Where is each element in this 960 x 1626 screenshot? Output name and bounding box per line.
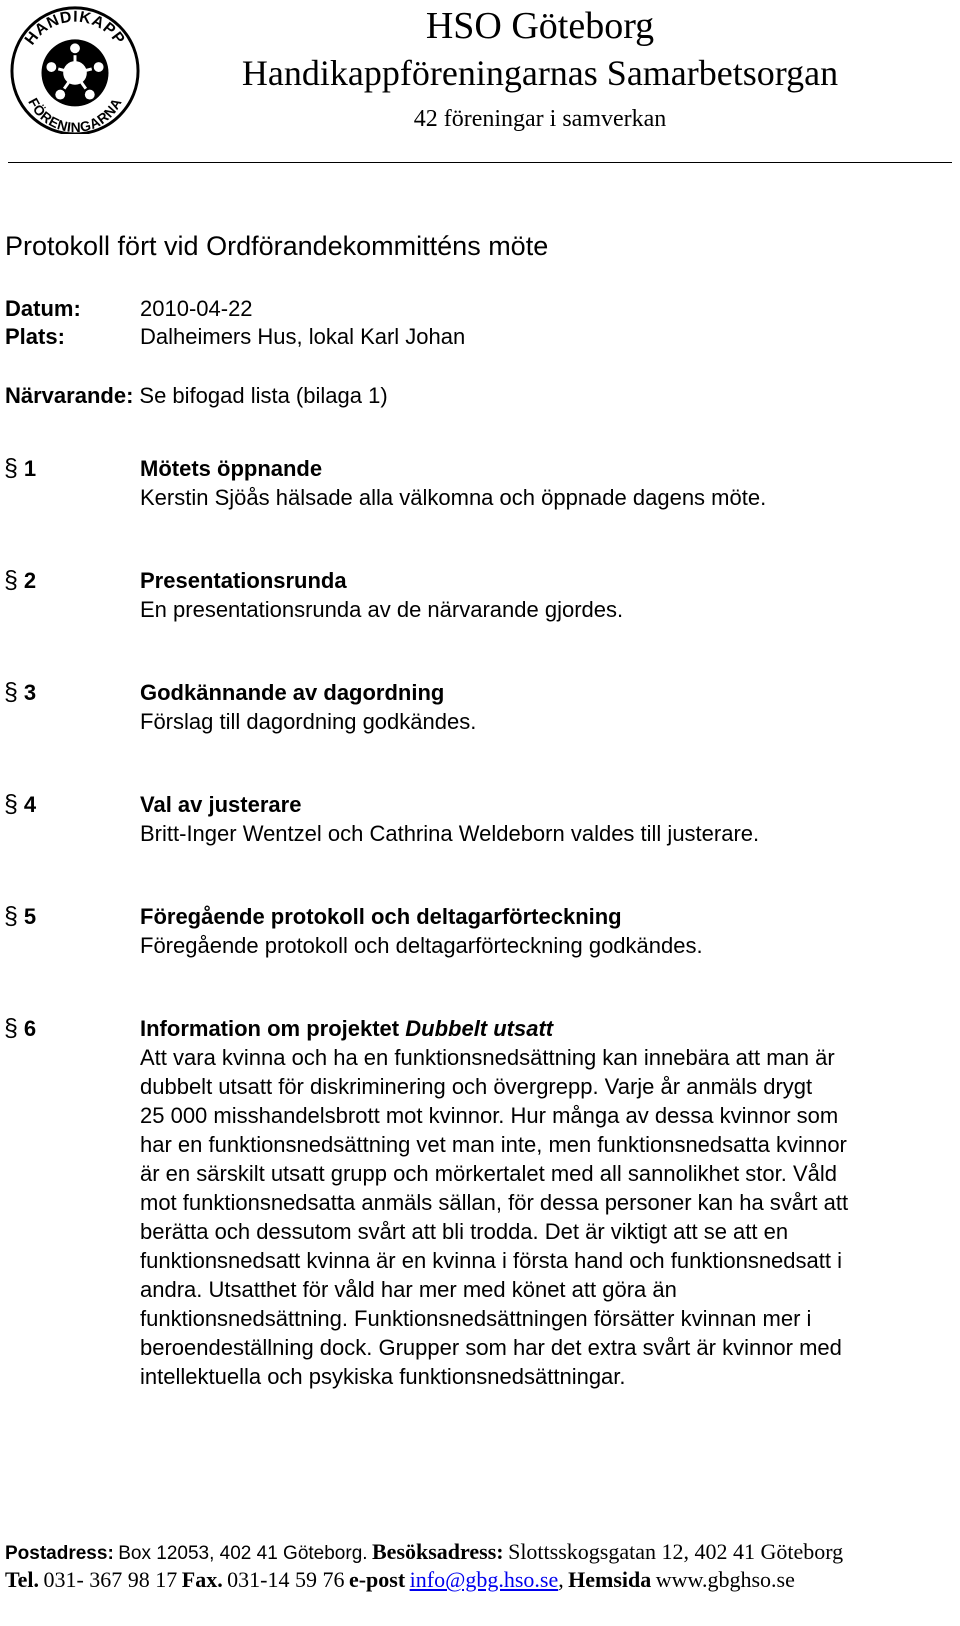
section-number: 1 xyxy=(23,456,37,481)
section-marker xyxy=(4,902,36,931)
document-title: Protokoll fört vid Ordförandekommitténs möte xyxy=(5,231,549,261)
section-marker xyxy=(4,790,36,819)
tel-label: Tel. xyxy=(5,1567,40,1592)
section-marker xyxy=(4,566,36,595)
section-text: Föregående protokoll och deltagarförteckning godkändes. xyxy=(140,933,703,958)
paragraph-sign-icon: § xyxy=(4,566,18,594)
meta-plats-label: Plats: xyxy=(5,324,65,349)
meta-narvarande-label: Närvarande: xyxy=(5,383,134,408)
section-title: Mötets öppnande xyxy=(140,456,323,481)
text-line: funktionsnedsatt kvinna är en kvinna i första hand och funktionsnedsatt i xyxy=(140,1248,842,1273)
besoksadress-value: Slottsskogsgatan 12, 402 41 Göteborg xyxy=(508,1539,844,1564)
epost-label: e-post xyxy=(348,1567,406,1592)
hso-logo xyxy=(6,2,144,134)
paragraph-sign-icon: § xyxy=(4,790,18,818)
email-link[interactable]: info@gbg.hso.se xyxy=(409,1567,559,1592)
text-line: är en särskilt utsatt grupp och mörkertalet med all sannolikhet stor. Våld xyxy=(140,1161,838,1186)
section-text: En presentationsrunda av de närvarande gjordes. xyxy=(140,597,624,622)
section-marker xyxy=(4,678,36,707)
hemsida-label: Hemsida xyxy=(568,1567,652,1592)
section-text: Förslag till dagordning godkändes. xyxy=(140,709,477,734)
text-line: 25 000 misshandelsbrott mot kvinnor. Hur många av dessa kvinnor som xyxy=(140,1103,839,1128)
meta-datum-label: Datum: xyxy=(5,296,81,321)
meta-narvarande-value: Se bifogad lista (bilaga 1) xyxy=(139,383,388,408)
text-line: Att vara kvinna och ha en funktionsnedsättning kan innebära att man är xyxy=(140,1045,835,1070)
section-title: Föregående protokoll och deltagarförteckning xyxy=(140,904,622,929)
tel-value: 031- 367 98 17 xyxy=(43,1567,178,1592)
org-city-name: HSO Göteborg xyxy=(425,5,655,47)
section-number: 2 xyxy=(23,568,37,593)
project-name: Dubbelt utsatt xyxy=(405,1016,554,1041)
fax-value: 031-14 59 76 xyxy=(227,1567,345,1592)
paragraph-sign-icon: § xyxy=(4,678,18,706)
meta-datum xyxy=(5,295,253,323)
meta-plats-value: Dalheimers Hus, lokal Karl Johan xyxy=(140,324,466,349)
section-number: 4 xyxy=(23,792,37,817)
section-title xyxy=(140,1014,940,1043)
section-text: Kerstin Sjöås hälsade alla välkomna och öppnade dagens möte. xyxy=(140,485,767,510)
meta-plats xyxy=(5,323,466,351)
section-title: Presentationsrunda xyxy=(140,568,347,593)
section-title: Godkännande av dagordning xyxy=(140,680,445,705)
section-number: 6 xyxy=(23,1016,37,1041)
fax-label: Fax. xyxy=(181,1567,223,1592)
logo-ring-bottom: FÖRENINGARNA xyxy=(25,95,125,134)
section-marker xyxy=(4,454,36,483)
text-line: funktionsnedsättning. Funktionsnedsättningen försätter kvinnan mer i xyxy=(140,1306,812,1331)
text-line: andra. Utsatthet för våld har mer med könet att göra än xyxy=(140,1277,677,1302)
meta-narvarande xyxy=(5,382,388,410)
org-full-name: Handikappföreningarnas Samarbetsorgan xyxy=(241,53,839,93)
paragraph-sign-icon: § xyxy=(4,454,18,482)
text-line: har en funktionsnedsättning vet man inte, men funktionsnedsatta kvinnor xyxy=(140,1132,847,1157)
section-title: Val av justerare xyxy=(140,792,302,817)
meta-datum-value: 2010-04-22 xyxy=(140,296,253,321)
section-title-text: Information om projektet xyxy=(140,1016,400,1041)
text-line: dubbelt utsatt för diskriminering och övergrepp. Varje år anmäls drygt xyxy=(140,1074,813,1099)
section-marker xyxy=(4,1014,36,1043)
section-number: 5 xyxy=(23,904,37,929)
section-text xyxy=(140,1043,940,1391)
besoksadress-label: Besöksadress: xyxy=(372,1539,504,1564)
postadress-value: Box 12053, 402 41 Göteborg. xyxy=(118,1543,368,1564)
paragraph-sign-icon: § xyxy=(4,902,18,930)
section-text: Britt-Inger Wentzel och Cathrina Weldeborn valdes till justerare. xyxy=(140,821,760,846)
text-line: intellektuella och psykiska funktionsnedsättningar. xyxy=(140,1364,626,1389)
postadress-label: Postadress: xyxy=(5,1543,114,1564)
footer-address-line xyxy=(5,1538,955,1569)
header-divider xyxy=(8,162,952,163)
text-line: berätta och dessutom svårt att bli trodda. Det är viktigt att se att en xyxy=(140,1219,789,1244)
text-line: beroendeställning dock. Grupper som har det extra svårt är kvinnor med xyxy=(140,1335,842,1360)
org-subtitle: 42 föreningar i samverkan xyxy=(413,106,667,132)
paragraph-sign-icon: § xyxy=(4,1014,18,1042)
website-value: www.gbghso.se xyxy=(655,1567,795,1592)
logo-ring-top: HANDIKAPP xyxy=(21,8,129,49)
footer-contact-line: Tel. 031- 367 98 17 Fax. 031-14 59 76 e-post info@gbg.hso.se, Hemsida www.gbghso.se xyxy=(5,1567,795,1592)
text-line: mot funktionsnedsatta anmäls sällan, för dessa personer kan ha svårt att xyxy=(140,1190,849,1215)
section-number: 3 xyxy=(23,680,37,705)
